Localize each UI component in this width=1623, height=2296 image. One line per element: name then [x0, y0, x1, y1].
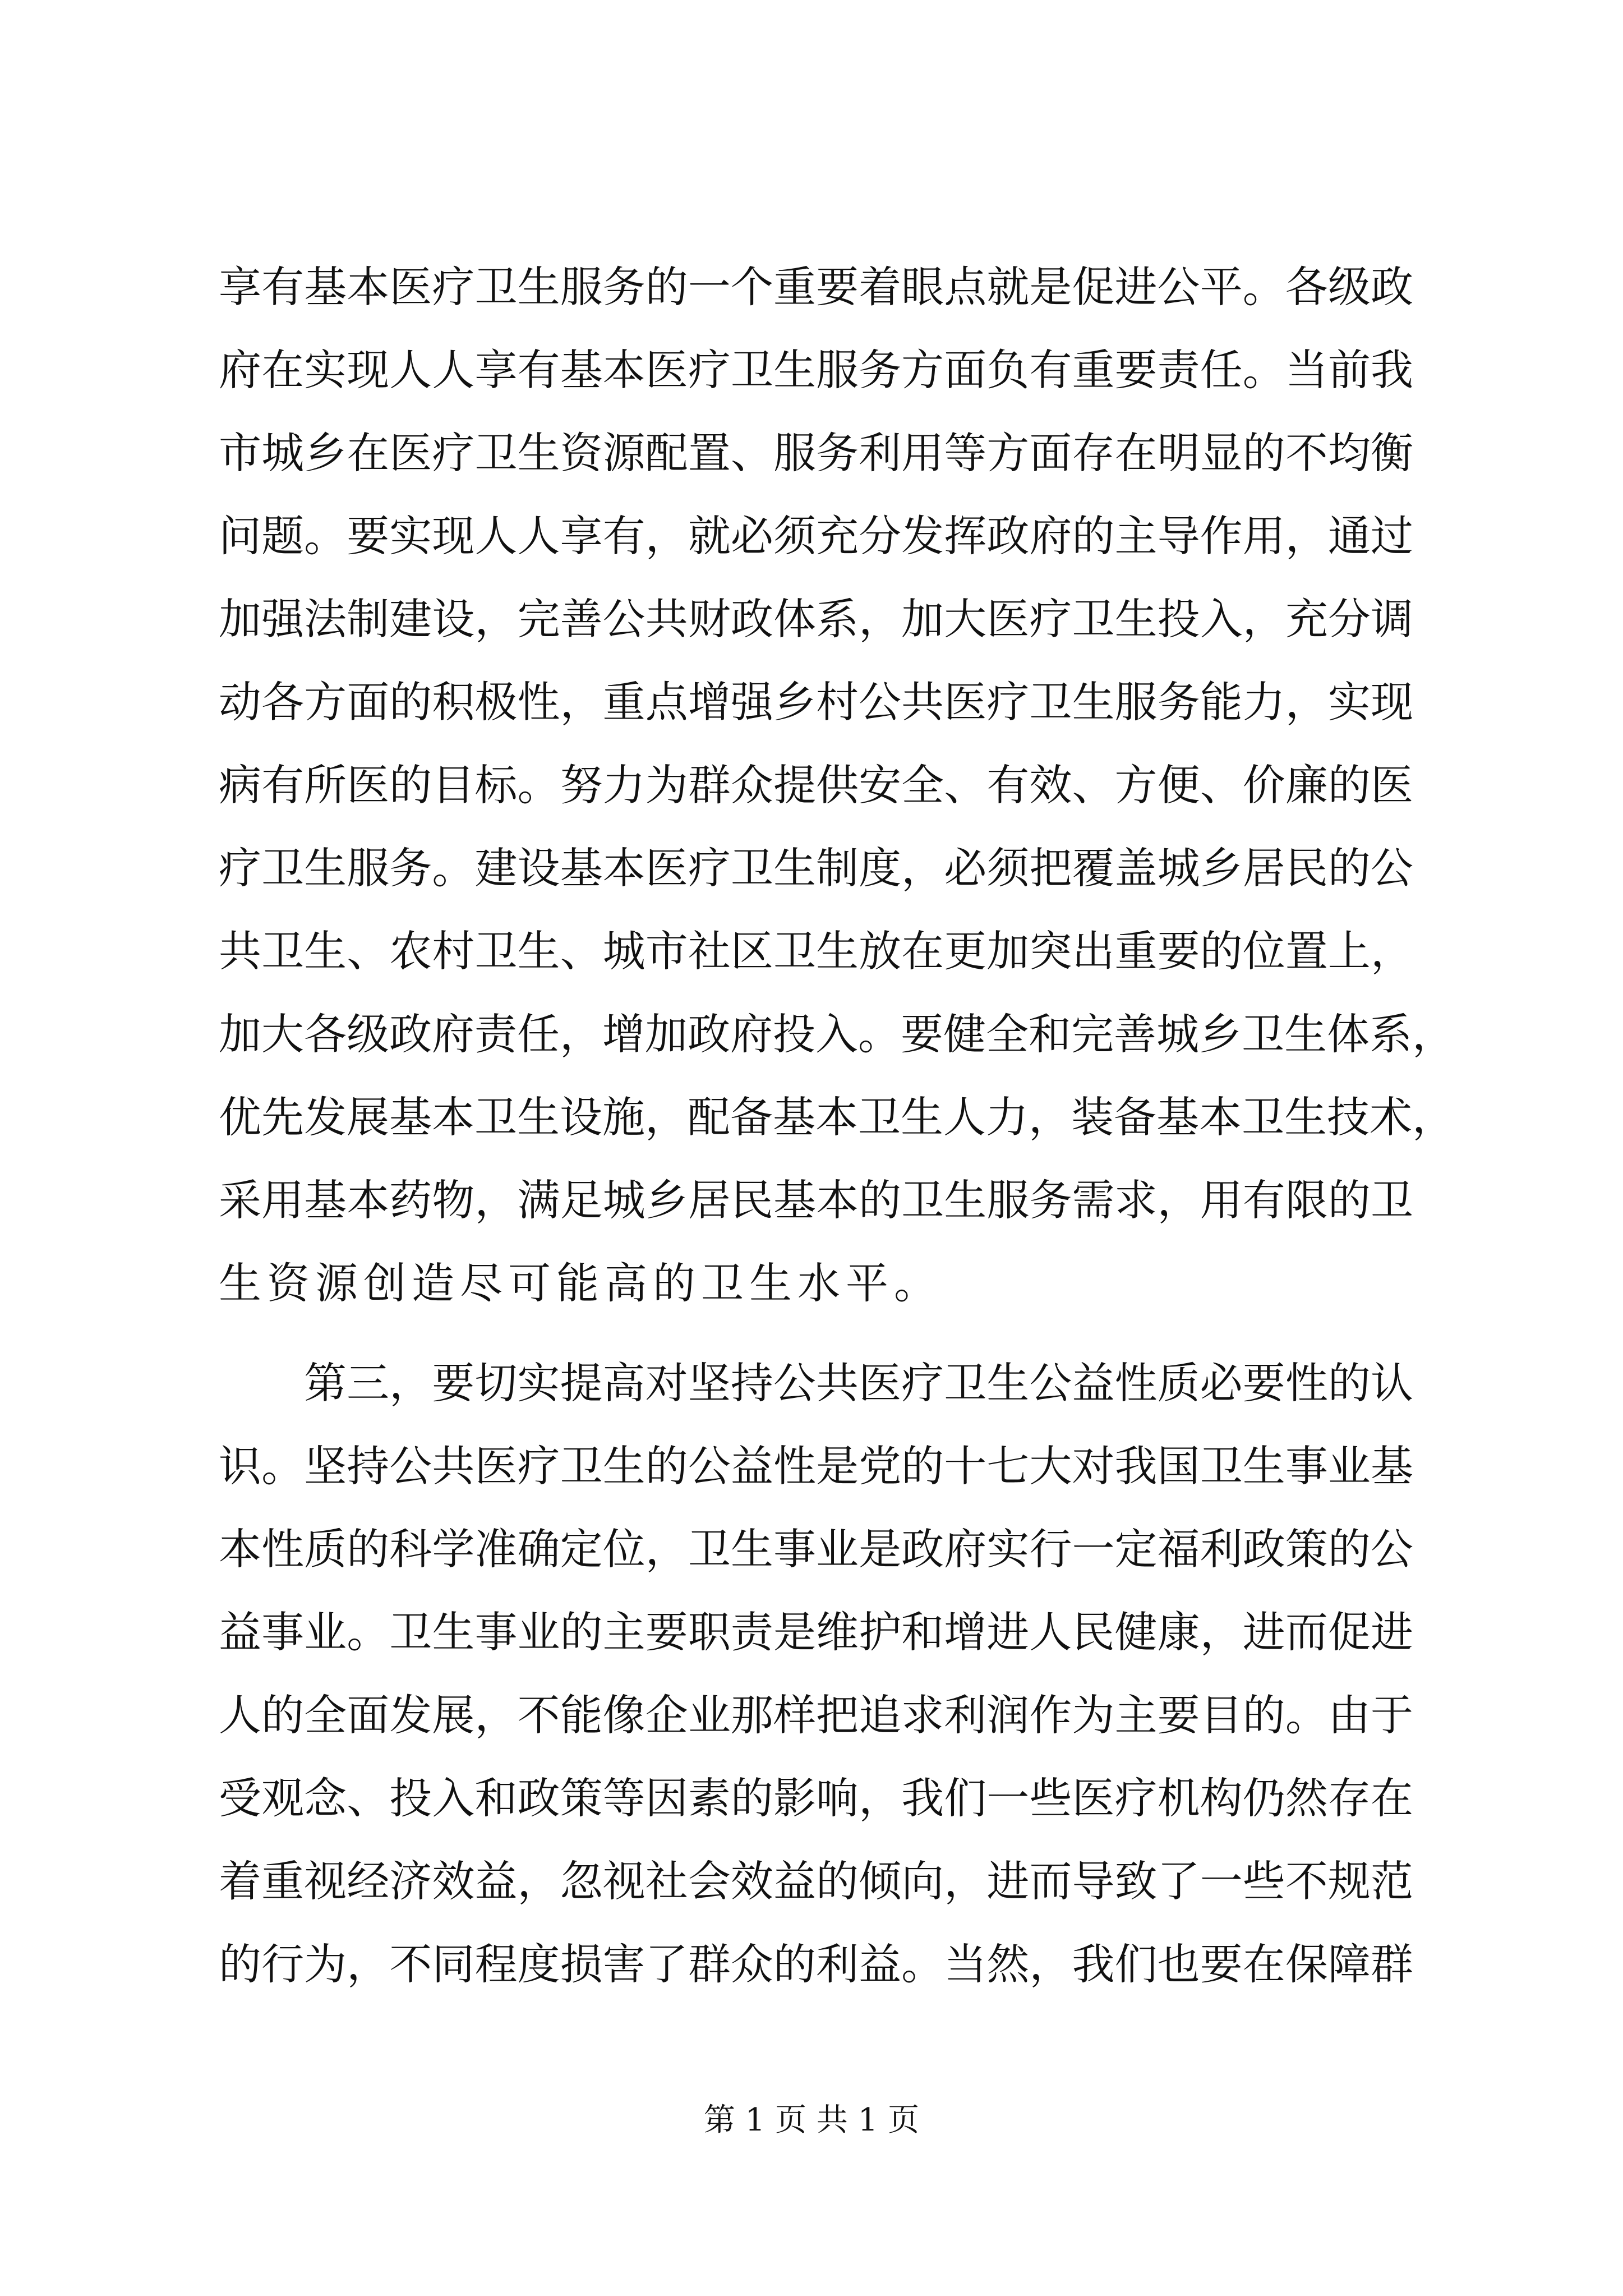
paragraph-line: 人的全面发展，不能像企业那样把追求利润作为主要目的。由于 — [219, 1690, 1413, 1740]
paragraph-1 — [219, 246, 1455, 1325]
paragraph-line: 第三，要切实提高对坚持公共医疗卫生公益性质必要性的认 — [304, 1358, 1413, 1408]
paragraph-line: 的行为，不同程度损害了群众的利益。当然，我们也要在保障群 — [219, 1939, 1413, 1989]
paragraph-line: 动各方面的积极性，重点增强乡村公共医疗卫生服务能力，实现 — [219, 677, 1413, 727]
document-body — [219, 246, 1455, 2006]
paragraph-line: 加大各级政府责任，增加政府投入。要健全和完善城乡卫生体系， — [219, 1009, 1455, 1059]
paragraph-line: 优先发展基本卫生设施，配备基本卫生人力，装备基本卫生技术， — [219, 1092, 1455, 1142]
paragraph-line: 共卫生、农村卫生、城市社区卫生放在更加突出重要的位置上， — [219, 926, 1413, 976]
paragraph-line: 着重视经济效益，忽视社会效益的倾向，进而导致了一些不规范 — [219, 1856, 1413, 1906]
page-footer: 第 1 页 共 1 页 — [703, 2102, 920, 2138]
paragraph-line: 益事业。卫生事业的主要职责是维护和增进人民健康，进而促进 — [219, 1607, 1413, 1657]
paragraph-line: 本性质的科学准确定位，卫生事业是政府实行一定福利政策的公 — [219, 1524, 1413, 1574]
paragraph-spacer — [219, 1325, 1413, 1342]
paragraph-line: 市城乡在医疗卫生资源配置、服务利用等方面存在明显的不均衡 — [219, 428, 1413, 478]
paragraph-2 — [219, 1342, 1413, 2006]
paragraph-line: 生资源创造尽可能高的卫生水平。 — [219, 1258, 942, 1308]
paragraph-line: 病有所医的目标。努力为群众提供安全、有效、方便、价廉的医 — [219, 760, 1413, 810]
paragraph-line: 问题。要实现人人享有，就必须充分发挥政府的主导作用，通过 — [219, 511, 1413, 561]
paragraph-line: 疗卫生服务。建设基本医疗卫生制度，必须把覆盖城乡居民的公 — [219, 843, 1413, 893]
paragraph-line: 府在实现人人享有基本医疗卫生服务方面负有重要责任。当前我 — [219, 345, 1413, 395]
paragraph-line: 享有基本医疗卫生服务的一个重要着眼点就是促进公平。各级政 — [219, 262, 1413, 312]
paragraph-line: 采用基本药物，满足城乡居民基本的卫生服务需求，用有限的卫 — [219, 1175, 1413, 1225]
paragraph-line: 加强法制建设，完善公共财政体系，加大医疗卫生投入，充分调 — [219, 594, 1413, 644]
paragraph-line: 受观念、投入和政策等因素的影响，我们一些医疗机构仍然存在 — [219, 1773, 1413, 1823]
paragraph-line: 识。坚持公共医疗卫生的公益性是党的十七大对我国卫生事业基 — [219, 1441, 1413, 1491]
